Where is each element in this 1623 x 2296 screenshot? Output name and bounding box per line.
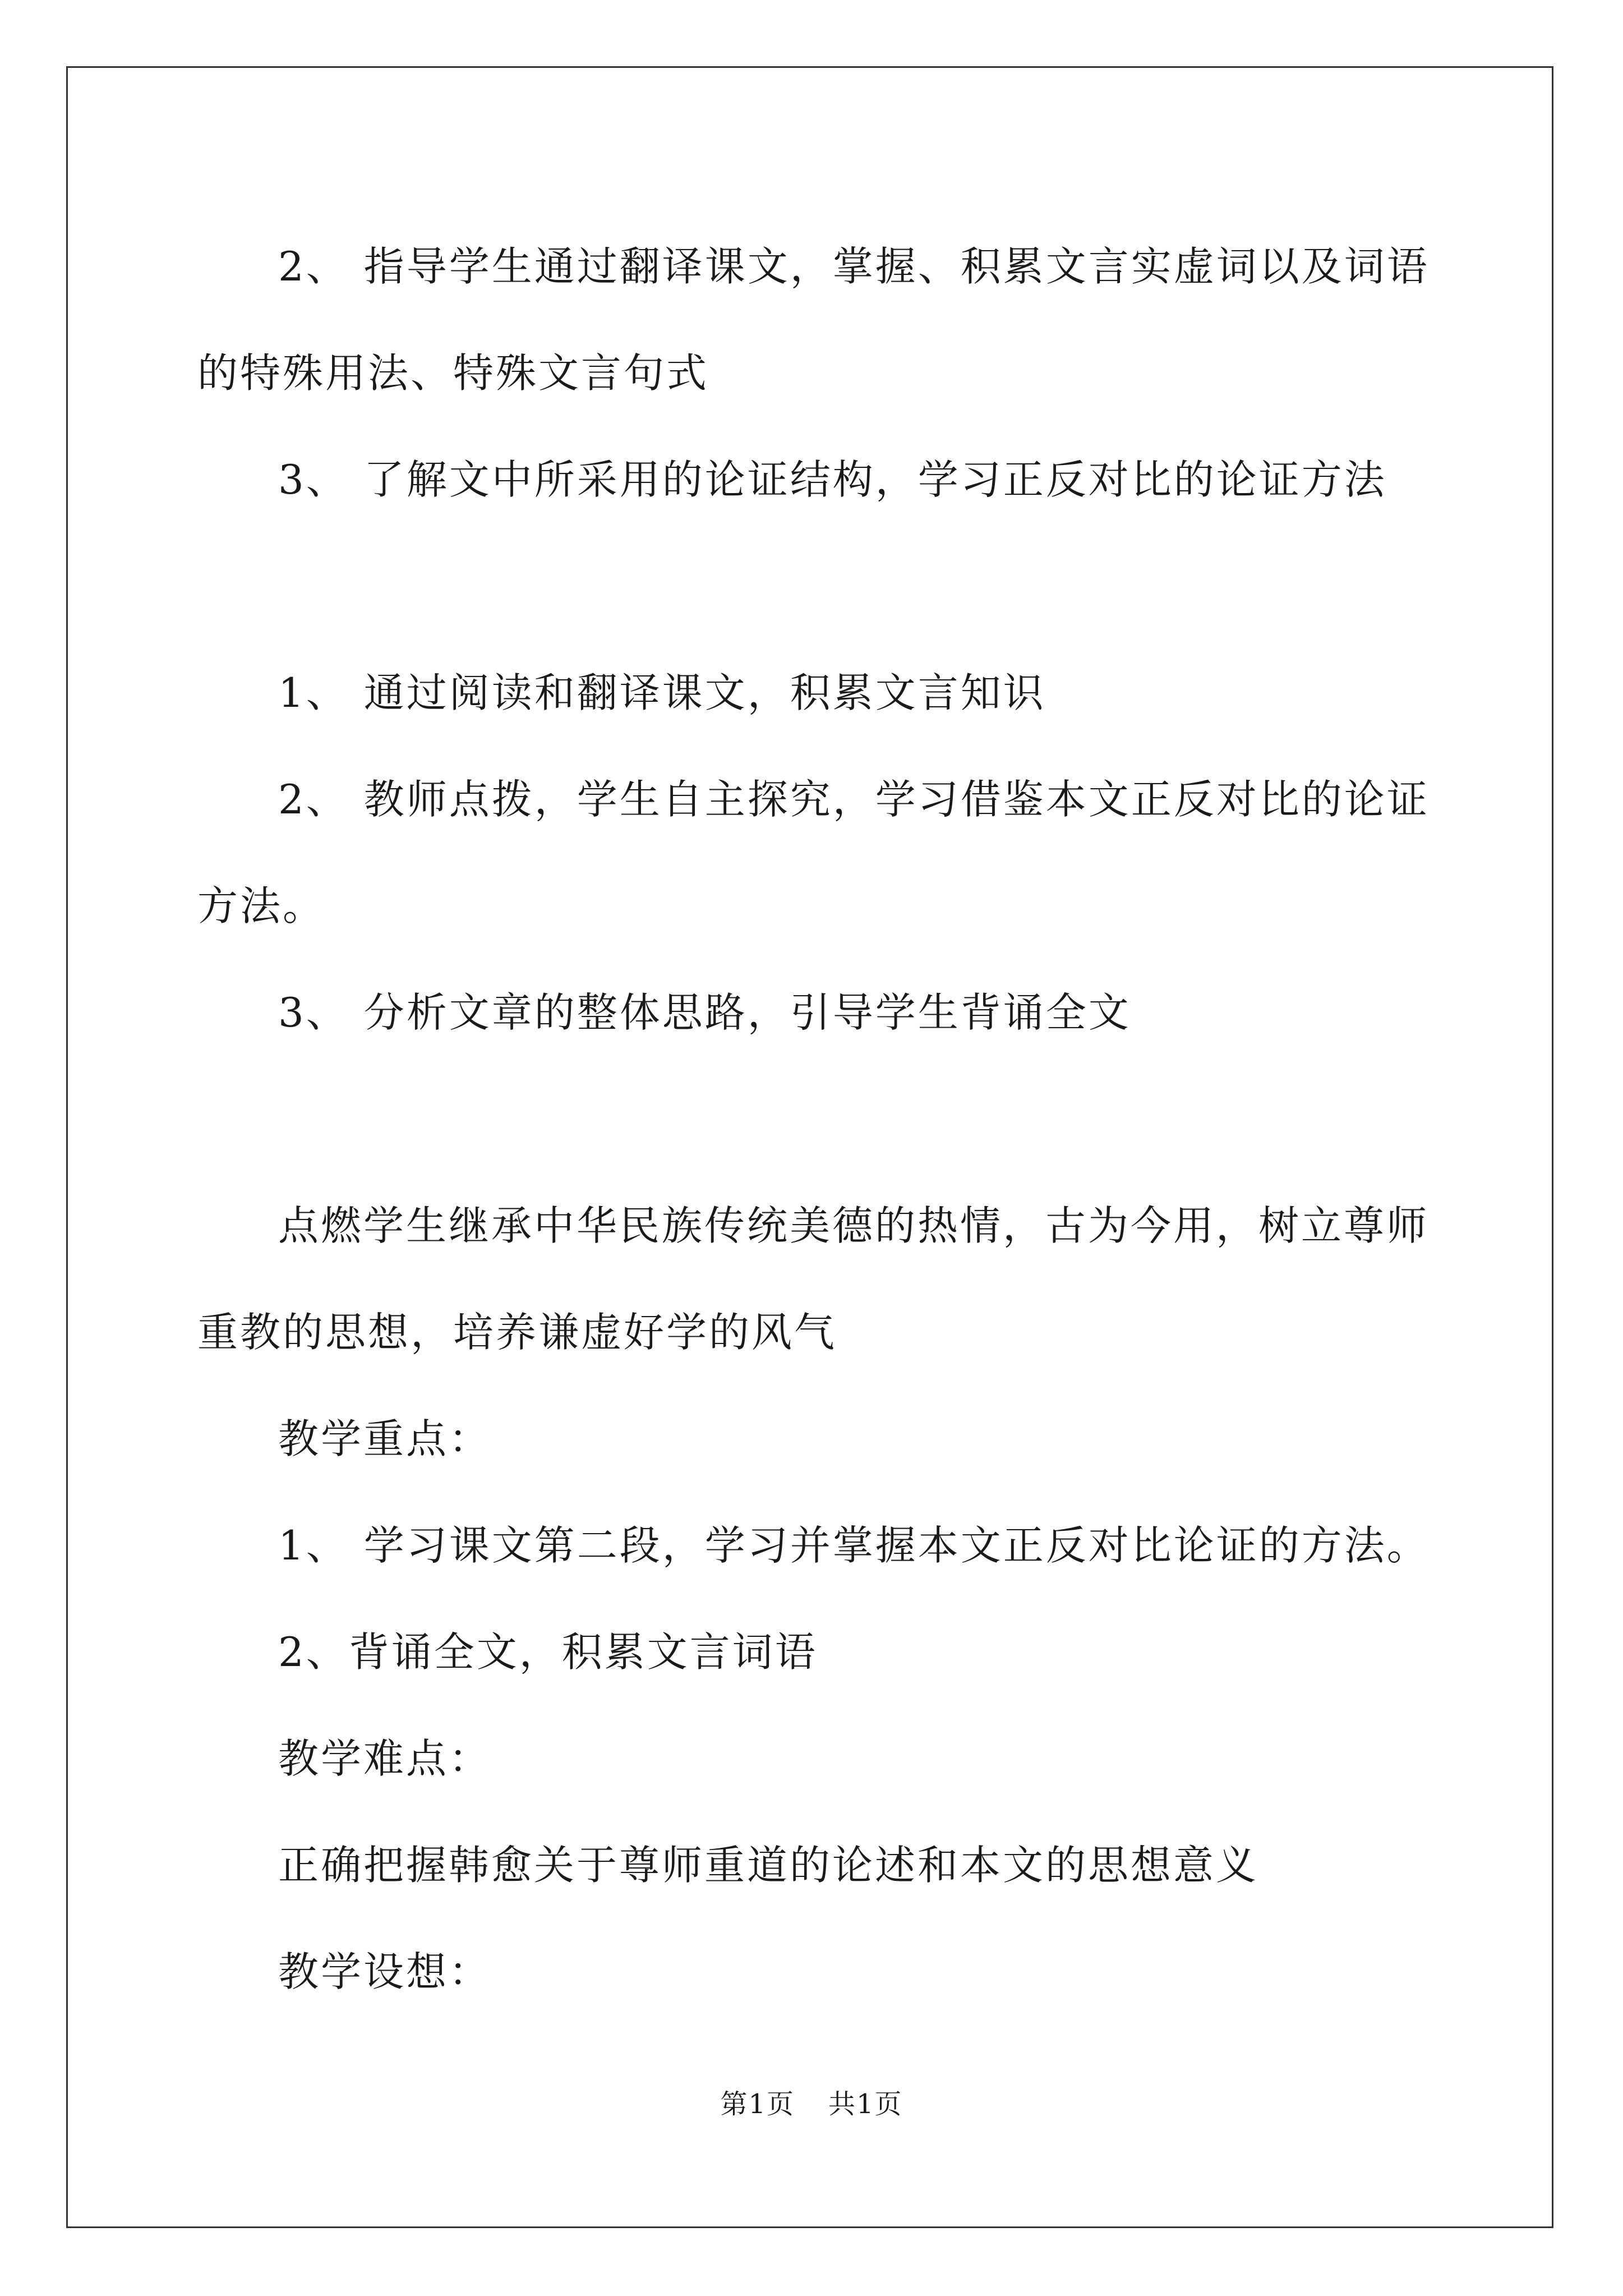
document-body (197, 213, 1437, 2025)
method-1-paragraph: 1、 通过阅读和翻译课文，积累文言知识 (278, 669, 1046, 716)
key-point-2-paragraph: 2、背诵全文，积累文言词语 (278, 1628, 818, 1676)
difficulty-heading: 教学难点： (278, 1735, 492, 1782)
page-number-total: 共1页 (828, 2088, 903, 2120)
method-3-paragraph: 3、 分析文章的整体思路，引导学生背诵全文 (278, 989, 1131, 1036)
page-footer (0, 2082, 1623, 2121)
page-number-current: 第1页 (720, 2088, 795, 2120)
emotion-goal-paragraph: 点燃学生继承中华民族传统美德的热情，古为今用，树立尊师重教的思想，培养谦虚好学的风气 (197, 1202, 1430, 1356)
method-2-paragraph: 2、 教师点拨，学生自主探究，学习借鉴本文正反对比的论证方法。 (197, 776, 1430, 930)
teaching-plan-heading: 教学设想： (278, 1948, 492, 1995)
key-point-1-paragraph: 1、 学习课文第二段，学习并掌握本文正反对比论证的方法。 (278, 1522, 1430, 1569)
objective-2-paragraph: 2、 指导学生通过翻译课文，掌握、积累文言实虚词以及词语的特殊用法、特殊文言句式 (197, 243, 1430, 397)
difficulty-paragraph: 正确把握韩愈关于尊师重道的论述和本文的思想意义 (278, 1842, 1259, 1889)
objective-3-paragraph: 3、 了解文中所采用的论证结构，学习正反对比的论证方法 (278, 456, 1387, 503)
key-points-heading: 教学重点： (278, 1415, 492, 1462)
